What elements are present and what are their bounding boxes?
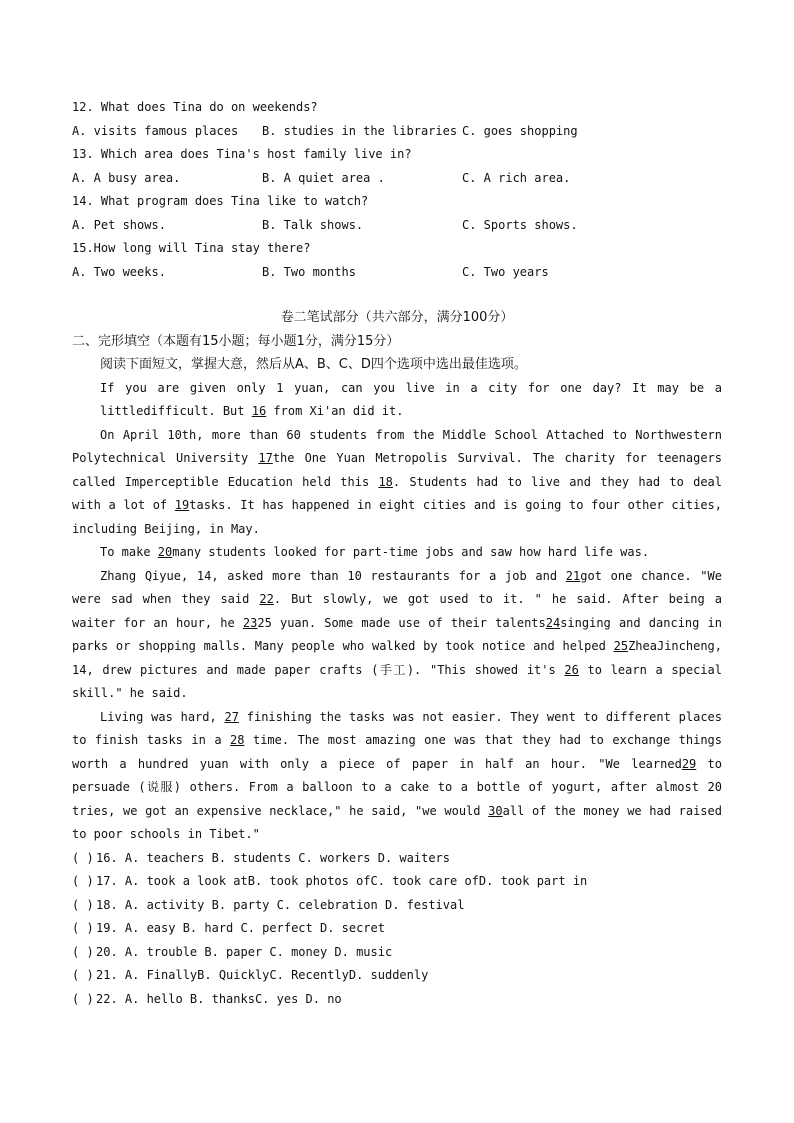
passage-paragraph-5	[72, 706, 722, 847]
passage-text: to learn a special skill." he said.	[72, 662, 722, 700]
question-text: 13. Which area does Tina's host family live in?	[72, 147, 412, 161]
question-options	[72, 167, 722, 191]
option-text: A. A busy area.	[72, 170, 181, 185]
question-options	[72, 120, 722, 144]
blank-number: 27	[224, 709, 239, 724]
instruction-text: 阅读下面短文，掌握大意，然后从A、B、C、D四个选项中选出最佳选项。	[100, 357, 527, 372]
choice-row	[72, 917, 722, 941]
option-text: A. Pet shows.	[72, 217, 166, 232]
passage-text: time. The most amazing one was that they had to exchange things worth a hundred yuan with only a piece of paper in half an hour. "We learned	[72, 733, 723, 771]
choice-text: 18. A. activity B. party C. celebration D. festival	[96, 897, 465, 912]
passage-text: finishing the tasks was not easier. They went to different places to finish tasks in a	[72, 709, 722, 747]
choice-row	[72, 988, 722, 1012]
passage-text: . But slowly, we got used to it. " he said. After being a waiter for an hour, he	[72, 592, 722, 630]
passage-paragraph-2	[72, 424, 722, 542]
answer-bracket[interactable]: ( )	[72, 968, 94, 982]
passage-paragraph-3	[72, 541, 722, 565]
blank-number: 16	[251, 404, 267, 418]
answer-bracket[interactable]: ( )	[72, 944, 94, 959]
choice-text: 16. A. teachers B. students C. workers D. waiters	[96, 850, 451, 865]
blank-number: 19	[174, 498, 190, 512]
passage-text: ZheaJincheng, 14, drew pictures and made paper crafts (手工). "This showed it's	[72, 639, 722, 677]
passage-text: . Students had to live and they had to deal with a lot of	[72, 474, 722, 512]
passage-text: 25 yuan. Some made use of their talents	[257, 615, 546, 630]
option-text: B. A quiet area .	[262, 170, 385, 185]
passage-text: tasks. It has happened in eight cities and is going to four other cities, including Beijing, in May.	[72, 498, 722, 536]
passage-text: from Xi'an did it.	[266, 404, 404, 418]
option-text: B. Two months	[262, 264, 356, 279]
blank-number: 28	[230, 733, 245, 747]
blank-number: 20	[157, 545, 173, 559]
passage-text: On April 10th, more than 60 students from the Middle School Attached to Northwestern Polytechnical University	[72, 427, 722, 465]
passage-text: If you are given only 1 yuan, can you live in a city for one day? It may be a littledifficult. But	[100, 380, 722, 418]
passage-text: To make	[100, 545, 158, 559]
choice-text: 17. A. took a look atB. took photos ofC. took care ofD. took part in	[96, 874, 588, 888]
question-text: 12. What does Tina do on weekends?	[72, 100, 318, 114]
answer-bracket[interactable]: ( )	[72, 850, 94, 865]
choice-text: 22. A. hello B. thanksC. yes D. no	[96, 991, 342, 1006]
blank-number: 21	[565, 568, 581, 583]
choice-row	[72, 941, 722, 965]
choice-list	[72, 847, 722, 1012]
answer-bracket[interactable]: ( )	[72, 921, 94, 935]
choice-text: 20. A. trouble B. paper C. money D. music	[96, 944, 393, 959]
blank-number: 23	[242, 615, 258, 630]
blank-number: 22	[259, 592, 274, 606]
question-text: 15.How long will Tina stay there?	[72, 241, 311, 255]
option-text: B. Talk shows.	[262, 217, 364, 232]
passage-text: got one chance. "We were sad when they said	[72, 568, 722, 606]
answer-bracket[interactable]: ( )	[72, 991, 94, 1006]
blank-number: 24	[545, 615, 561, 630]
passage-text: to persuade (说服) others. From a balloon to a cake to a bottle of yogurt, after almost 20 tries, we got an expensive necklace," he said, "we would	[72, 756, 722, 818]
passage-paragraph-1	[72, 377, 722, 424]
choice-row	[72, 964, 722, 988]
option-text: A. visits famous places	[72, 123, 239, 138]
answer-bracket[interactable]: ( )	[72, 897, 94, 912]
passage-text: Zhang Qiyue, 14, asked more than 10 restaurants for a job and	[100, 568, 566, 583]
blank-number: 17	[258, 451, 273, 465]
option-text: A. Two weeks.	[72, 264, 166, 279]
question-options	[72, 214, 722, 238]
section-title: 卷二笔试部分（共六部分，满分100分）	[280, 310, 514, 325]
blank-number: 18	[378, 474, 393, 489]
answer-bracket[interactable]: ( )	[72, 874, 94, 888]
passage-text: the One Yuan Metropolis Survival. The charity for teenagers called Imperceptible Education held this	[72, 451, 722, 489]
choice-text: 19. A. easy B. hard C. perfect D. secret	[96, 921, 385, 935]
passage-paragraph-4	[72, 565, 722, 706]
choice-row	[72, 894, 722, 918]
choice-text: 21. A. FinallyB. QuicklyC. RecentlyD. suddenly	[96, 968, 429, 982]
blank-number: 26	[564, 662, 579, 677]
choice-row	[72, 847, 722, 871]
option-text: C. Two years	[462, 264, 549, 279]
option-text: C. Sports shows.	[462, 217, 578, 232]
option-text: B. studies in the libraries	[262, 123, 458, 138]
exam-page	[72, 96, 722, 1011]
blank-number: 29	[681, 756, 697, 771]
part-title: 二、完形填空（本题有15小题；每小题1分，满分15分）	[72, 333, 400, 349]
option-text: C. A rich area.	[462, 170, 571, 185]
passage-text: many students looked for part-time jobs and saw how hard life was.	[172, 545, 650, 559]
passage-text: Living was hard,	[100, 709, 225, 724]
blank-number: 30	[488, 803, 503, 818]
option-text: C. goes shopping	[462, 123, 578, 138]
listening-section	[72, 96, 722, 284]
question-text: 14. What program does Tina like to watch?	[72, 194, 369, 208]
blank-number: 25	[613, 639, 629, 653]
passage-text: singing and dancing in parks or shopping malls. Many people who walked by took notice and helped	[72, 615, 722, 653]
choice-row	[72, 870, 722, 894]
question-options	[72, 261, 722, 285]
passage-text: all of the money we had raised to poor schools in Tibet."	[72, 803, 722, 841]
